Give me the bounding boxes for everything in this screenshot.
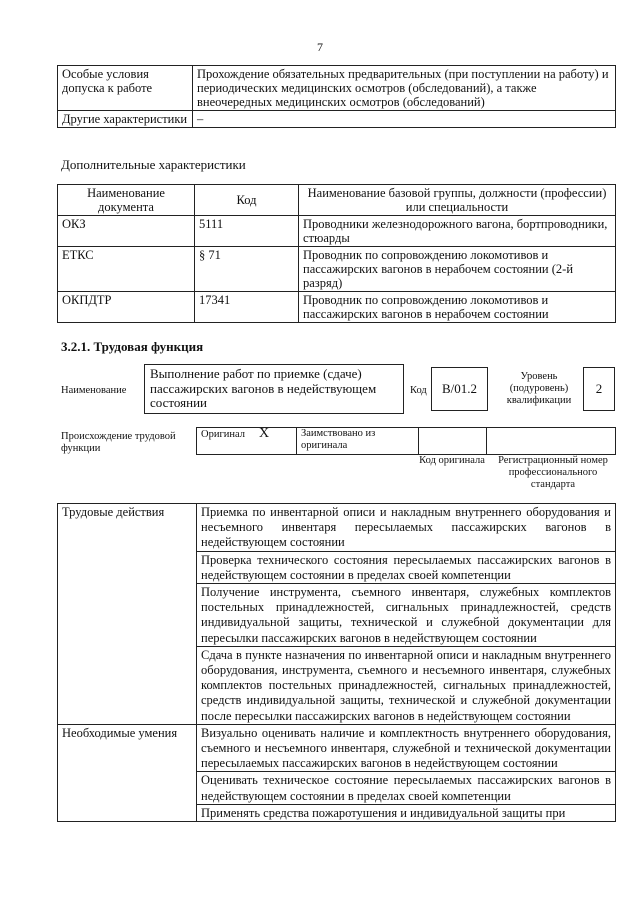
labor-function-table [57, 503, 616, 822]
action-item: Проверка технического состояния пересылаемых пассажирских вагонов в недействующем состоянии в пределах своей компетенции [197, 551, 616, 583]
original-cell [197, 428, 297, 455]
row-name: Проводник по сопровождению локомотивов и пассажирских вагонов в нерабочем состоянии [299, 292, 616, 323]
row-doc: ОКПДТР [58, 292, 195, 323]
qualification-level-label: Уровень (подуровень) квалификации [506, 371, 572, 406]
skill-item: Визуально оценивать наличие и комплектность внутреннего оборудования, съемного и несъемного инвентаря, служебной и технической документации пересылаемых пассажирских вагонов в недействующем состоянии [197, 724, 616, 772]
table-row [58, 111, 616, 128]
other-characteristics-label: Другие характеристики [58, 111, 193, 128]
original-mark: Х [259, 426, 270, 441]
row-doc: ОКЗ [58, 216, 195, 247]
origin-code-cell [419, 428, 487, 455]
header-document: Наименование документа [58, 185, 195, 216]
table-row [58, 724, 616, 772]
table-row [58, 66, 616, 111]
function-code-label: Код [410, 385, 427, 396]
row-doc: ЕТКС [58, 247, 195, 292]
row-code: 5111 [195, 216, 299, 247]
table-row [58, 247, 616, 292]
special-conditions-label: Особые условия допуска к работе [58, 66, 193, 111]
origin-code-label: Код оригинала [419, 455, 485, 466]
additional-characteristics-table [57, 184, 616, 323]
table-header-row [58, 185, 616, 216]
qualification-level-box: 2 [583, 367, 615, 411]
function-origin-label: Происхождение трудовой функции [61, 431, 176, 454]
action-item: Сдача в пункте назначения по инвентарной описи и накладным внутреннего оборудования, инструмента, съемного и несъемного инвентаря, служебных комплектов постельных принадлежностей, сигнальных принадлежностей, средств индивидуальной защиты, технической и служебной документации после пересылки пассажирских вагонов в недействующем состоянии [197, 646, 616, 724]
action-item: Получение инструмента, съемного инвентаря, служебных комплектов постельных принадлежностей, сигнальных принадлежностей, средств индивидуальной защиты, технической и служебной документации для пересылки пассажирских вагонов в недействующем состоянии [197, 584, 616, 647]
function-name-box: Выполнение работ по приемке (сдаче) пассажирских вагонов в недействующем состоянии [144, 364, 404, 414]
special-conditions-value: Прохождение обязательных предварительных (при поступлении на работу) и периодических медицинских осмотров (обследований), а также внеочередных медицинских осмотров (обследований) [193, 66, 616, 111]
table-row [58, 216, 616, 247]
header-group-name: Наименование базовой группы, должности (профессии) или специальности [299, 185, 616, 216]
row-code: 17341 [195, 292, 299, 323]
page-number: 7 [317, 40, 323, 54]
labor-function-title: 3.2.1. Трудовая функция [61, 339, 204, 354]
additional-characteristics-title: Дополнительные характеристики [61, 157, 246, 172]
row-code: § 71 [195, 247, 299, 292]
row-name: Проводник по сопровождению локомотивов и пассажирских вагонов в нерабочем состоянии (2-й разряд) [299, 247, 616, 292]
table-row [58, 504, 616, 552]
function-code-box: В/01.2 [431, 367, 488, 411]
table-row [197, 428, 616, 455]
reg-number-cell [487, 428, 616, 455]
actions-label: Трудовые действия [58, 504, 197, 725]
table-row [58, 292, 616, 323]
skill-item: Оценивать техническое состояние пересылаемых пассажирских вагонов в недействующем состоянии в пределах своей компетенции [197, 772, 616, 804]
borrowed-label: Заимствовано из оригинала [297, 428, 419, 455]
header-code: Код [195, 185, 299, 216]
other-characteristics-value: – [193, 111, 616, 128]
admission-table [57, 65, 616, 128]
row-name: Проводники железнодорожного вагона, бортпроводники, стюарды [299, 216, 616, 247]
reg-number-label: Регистрационный номер профессионального стандарта [498, 455, 608, 490]
skills-label: Необходимые умения [58, 724, 197, 821]
function-name-label: Наименование [61, 385, 127, 396]
original-label: Оригинал [201, 429, 245, 440]
skill-item: Применять средства пожаротушения и индивидуальной защиты при [197, 804, 616, 821]
function-origin-table [196, 427, 616, 455]
action-item: Приемка по инвентарной описи и накладным внутреннего оборудования и несъемного инвентаря пересылаемых пассажирских вагонов в недействующем состоянии [197, 504, 616, 552]
